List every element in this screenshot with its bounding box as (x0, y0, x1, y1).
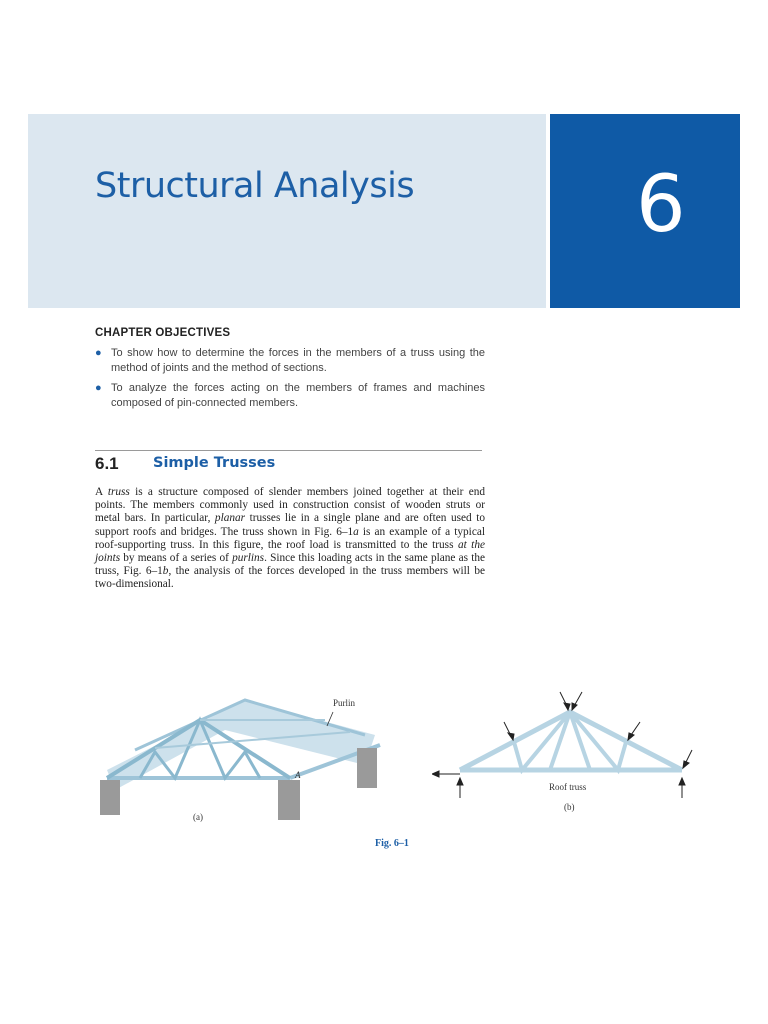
column (278, 780, 300, 820)
truss-webs-right (570, 712, 626, 770)
body-run: is an example of a typical roof-supporting truss. In this figure, the roof load is transmitted to the truss (95, 525, 485, 551)
section-body (95, 486, 485, 592)
body-run-italic: planar (214, 512, 246, 525)
body-run-italic: at the joints (95, 538, 485, 565)
section-number: 6.1 (95, 454, 119, 473)
body-run: is a structure composed of slender members joined together at their end points. The members commonly used in construction consist of wooden struts or metal bars. In particular, (95, 486, 486, 525)
chapter-number-box (550, 114, 740, 308)
section-divider (95, 450, 482, 451)
chapter-title: Structural Analysis (95, 166, 415, 206)
figure-caption: Fig. 6–1 (375, 838, 409, 849)
chapter-banner (28, 114, 546, 308)
body-run: trusses lie in a single plane and are often used to support roofs and bridges. The truss shown in Fig. 6–1 (95, 512, 485, 538)
truss-diagram (432, 690, 712, 820)
chapter-number: 6 (636, 160, 686, 250)
figure-a (95, 690, 390, 830)
bullet-icon: ● (95, 347, 102, 359)
objective-item (95, 381, 485, 410)
section-title: Simple Trusses (153, 455, 276, 471)
figure-b-label: (b) (564, 802, 575, 812)
objectives-heading: CHAPTER OBJECTIVES (95, 327, 231, 339)
body-run-italic: truss (107, 486, 130, 498)
figure-b (432, 690, 712, 820)
objective-text: To show how to determine the forces in the members of a truss using the method of joints and the method of sections. (111, 347, 485, 374)
body-run: A (95, 486, 108, 498)
objective-item (95, 346, 485, 375)
column (357, 748, 377, 788)
roof-truss-label: Roof truss (549, 782, 587, 792)
body-run-italic: purlins (232, 552, 265, 565)
body-run: by means of a series of (120, 552, 233, 565)
figure-a-label: (a) (193, 812, 203, 822)
truss-webs-left (514, 712, 570, 770)
bullet-icon: ● (95, 382, 102, 394)
objectives-list (95, 346, 485, 416)
body-run: . Since this loading acts in the same plane as the truss, Fig. 6–1 (95, 552, 485, 578)
purlin-label: Purlin (333, 698, 356, 708)
roof-truss-illustration (95, 690, 390, 830)
body-run-italic: b (162, 565, 169, 578)
objective-text: To analyze the forces acting on the members of frames and machines composed of pin-connected members. (111, 382, 485, 409)
point-a-label: A (295, 770, 301, 780)
body-run-italic: a (353, 525, 359, 538)
body-run: , the analysis of the forces developed in the truss members will be two-dimensional. (95, 565, 486, 591)
column (100, 780, 120, 815)
